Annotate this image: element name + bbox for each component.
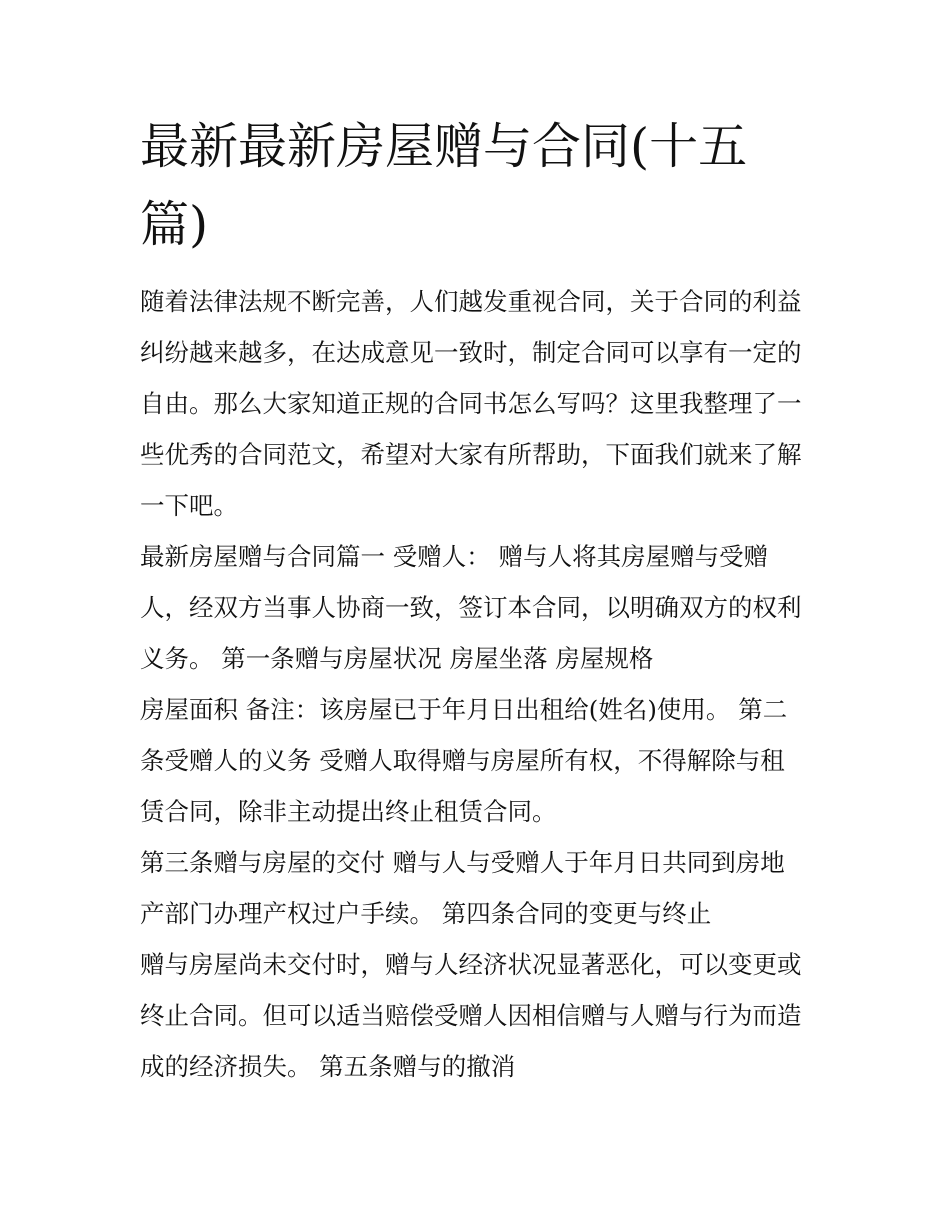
title-line-1: 最新最新房屋赠与合同(十五 [140,118,748,175]
body-line: 纠纷越来越多，在达成意见一致时，制定合同可以享有一定的 [140,338,802,367]
body-line: 最新房屋赠与合同篇一 受赠人： 赠与人将其房屋赠与受赠 [140,542,769,571]
body-line: 终止合同。但可以适当赔偿受赠人因相信赠与人赠与行为而造 [140,1001,802,1030]
body-line: 成的经济损失。 第五条赠与的撤消 [140,1052,516,1081]
body-line: 产部门办理产权过户手续。 第四条合同的变更与终止 [140,899,712,928]
body-line: 人，经双方当事人协商一致，签订本合同，以明确双方的权利 [140,593,802,622]
body-line: 赁合同，除非主动提出终止租赁合同。 [140,797,557,826]
document-title [140,108,820,264]
body-line: 自由。那么大家知道正规的合同书怎么写吗？这里我整理了一 [140,389,802,418]
body-line: 条受赠人的义务 受赠人取得赠与房屋所有权，不得解除与租 [140,746,785,775]
body-line: 一下吧。 [140,491,238,520]
body-line: 赠与房屋尚未交付时，赠与人经济状况显著恶化，可以变更或 [140,950,802,979]
body-line: 随着法律法规不断完善，人们越发重视合同，关于合同的利益 [140,287,802,316]
body-line: 些优秀的合同范文，希望对大家有所帮助，下面我们就来了解 [140,440,802,469]
body-line: 义务。 第一条赠与房屋状况 房屋坐落 房屋规格 [140,644,654,673]
body-line: 第三条赠与房屋的交付 赠与人与受赠人于年月日共同到房地 [140,848,785,877]
title-line-2: 篇) [140,196,209,253]
document-body [140,276,820,1092]
body-line: 房屋面积 备注：该房屋已于年月日出租给(姓名)使用。 第二 [140,695,788,724]
